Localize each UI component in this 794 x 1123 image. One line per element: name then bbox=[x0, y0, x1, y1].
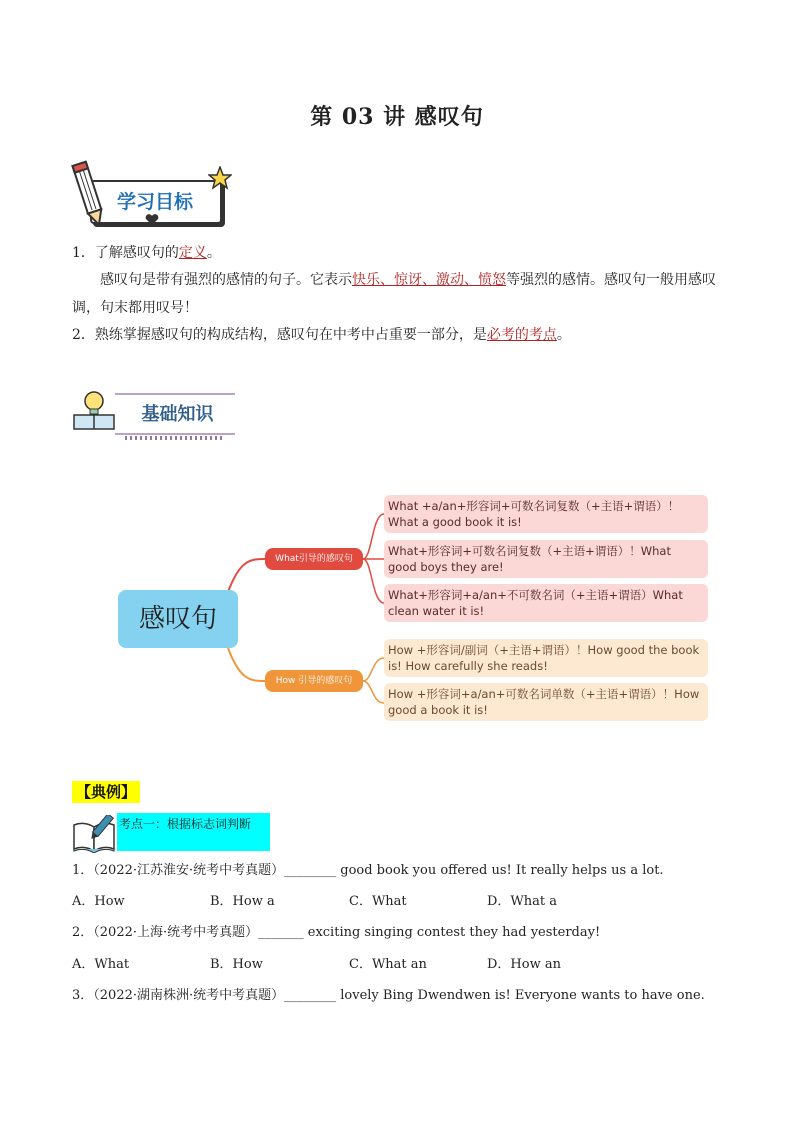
q2-option-b: B．How bbox=[210, 957, 263, 972]
objective-2: 2．熟练掌握感叹句的构成结构，感叹句在中考中占重要一部分，是必考的考点。 bbox=[72, 327, 571, 343]
mindmap-root: 感叹句 bbox=[118, 590, 238, 648]
q2-option-d: D．How an bbox=[487, 957, 561, 972]
q1-option-d: D．What a bbox=[487, 894, 558, 909]
point-label: 考点一：根据标志词判断 bbox=[119, 817, 252, 831]
mindmap-leaf-how-1: How +形容词/副词（+主语+谓语）！How good the book is! How carefully she reads! bbox=[384, 639, 708, 677]
lightbulb-book-icon bbox=[72, 387, 118, 433]
mindmap-leaf-how-2: How +形容词+a/an+可数名词单数（+主语+谓语）！How good a book it is! bbox=[384, 683, 708, 721]
question-1: 1．（2022·江苏淮安·统考中考真题）________ good book you offered us! It really helps us a lot. bbox=[72, 863, 664, 878]
section-banner-basics bbox=[70, 385, 245, 445]
q2-option-a: A．What bbox=[72, 957, 130, 972]
objective-1: 1．了解感叹句的定义。 bbox=[72, 245, 221, 261]
objective-description-line2: 调，句末都用叹号！ bbox=[72, 300, 198, 316]
question-3: 3．（2022·湖南株洲·统考中考真题）________ lovely Bing Dwendwen is! Everyone wants to have one. bbox=[72, 988, 705, 1003]
page-title: 第 03 讲 感叹句 bbox=[310, 104, 484, 130]
open-book-pen-icon bbox=[72, 815, 118, 853]
mindmap-branch-what: What引导的感叹句 bbox=[265, 548, 363, 570]
banner-label: 学习目标 bbox=[116, 191, 193, 213]
banner-label: 基础知识 bbox=[141, 404, 214, 425]
q1-option-a: A．How bbox=[72, 894, 125, 909]
q2-option-c: C．What an bbox=[349, 957, 427, 972]
banner-dots bbox=[125, 436, 225, 440]
section-banner-objectives bbox=[70, 158, 235, 228]
mindmap-leaf-what-1: What +a/an+形容词+可数名词复数（+主语+谓语）！What a good book it is! bbox=[384, 495, 708, 533]
objective-description: 感叹句是带有强烈的感情的句子。它表示快乐、惊讶、激动、愤怒等强烈的感情。感叹句一般用感叹 bbox=[100, 272, 716, 288]
q1-option-b: B．How a bbox=[210, 894, 275, 909]
mindmap-leaf-what-3: What+形容词+a/an+不可数名词（+主语+谓语）What clean water it is! bbox=[384, 584, 708, 622]
q1-option-c: C．What bbox=[349, 894, 407, 909]
heart-icon bbox=[145, 213, 159, 227]
mindmap-branch-how: How 引导的感叹句 bbox=[265, 670, 363, 692]
question-2: 2．（2022·上海·统考中考真题）_______ exciting singing contest they had yesterday! bbox=[72, 925, 601, 940]
examples-label: 【典例】 bbox=[72, 781, 140, 803]
mindmap-leaf-what-2: What+形容词+可数名词复数（+主语+谓语）！What good boys they are! bbox=[384, 540, 708, 578]
